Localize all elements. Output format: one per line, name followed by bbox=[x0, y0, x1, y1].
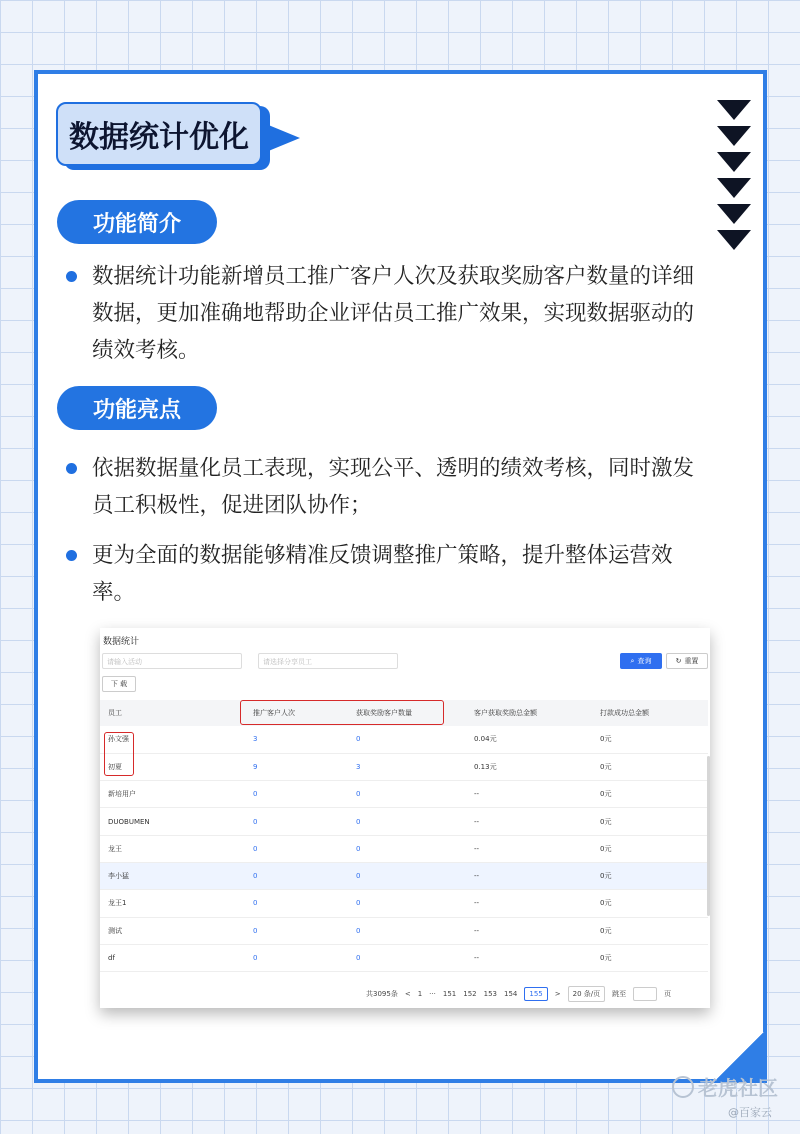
cell-promoted[interactable]: 0 bbox=[245, 944, 348, 971]
query-button[interactable] bbox=[620, 653, 662, 669]
page-151[interactable]: 151 bbox=[442, 990, 457, 998]
chevron-stack-decoration bbox=[714, 100, 754, 256]
cell-paid-amount: 0元 bbox=[592, 890, 708, 917]
highlight-bullet-1 bbox=[64, 450, 714, 524]
cell-reward-amount: -- bbox=[466, 835, 592, 862]
cell-employee: 新培用户 bbox=[100, 781, 245, 808]
table-row[interactable] bbox=[100, 890, 708, 917]
table-row[interactable] bbox=[100, 944, 708, 971]
jump-input[interactable] bbox=[633, 987, 657, 1001]
cell-rewarded[interactable]: 0 bbox=[348, 726, 466, 753]
page-first[interactable]: 1 bbox=[417, 990, 423, 998]
cell-employee: DUOBUMEN bbox=[100, 808, 245, 835]
col-reward-amount: 客户获取奖励总金额 bbox=[466, 700, 592, 726]
cell-reward-amount: 0.04元 bbox=[466, 726, 592, 753]
table-row[interactable] bbox=[100, 726, 708, 753]
intro-bullet bbox=[64, 258, 714, 369]
cell-employee: 李小猛 bbox=[100, 862, 245, 889]
col-employee: 员工 bbox=[100, 700, 245, 726]
table-scrollbar[interactable] bbox=[707, 756, 710, 916]
cell-rewarded[interactable]: 0 bbox=[348, 808, 466, 835]
cell-paid-amount: 0元 bbox=[592, 753, 708, 780]
cell-reward-amount: -- bbox=[466, 808, 592, 835]
page-153[interactable]: 153 bbox=[483, 990, 497, 998]
chevron-down-icon bbox=[717, 178, 751, 198]
watermark-text: 老虎社区 bbox=[698, 1076, 778, 1100]
statistics-screenshot bbox=[100, 628, 710, 1008]
cell-reward-amount: -- bbox=[466, 890, 592, 917]
cell-reward-amount: 0.13元 bbox=[466, 753, 592, 780]
cell-promoted[interactable]: 0 bbox=[245, 808, 348, 835]
cell-employee: df bbox=[100, 944, 245, 971]
col-promoted: 推广客户人次 bbox=[245, 700, 348, 726]
chevron-down-icon bbox=[717, 152, 751, 172]
query-label: 查询 bbox=[637, 657, 652, 665]
cell-paid-amount: 0元 bbox=[592, 781, 708, 808]
cell-paid-amount: 0元 bbox=[592, 835, 708, 862]
page-suffix: 页 bbox=[664, 990, 672, 998]
cell-employee: 初夏 bbox=[100, 753, 245, 780]
search-icon: ⌕ bbox=[630, 656, 635, 665]
page-152[interactable]: 152 bbox=[463, 990, 477, 998]
prev-page-button[interactable]: < bbox=[404, 990, 411, 998]
page-title: 数据统计优化 bbox=[56, 102, 262, 166]
cell-paid-amount: 0元 bbox=[592, 808, 708, 835]
table-row[interactable] bbox=[100, 781, 708, 808]
jump-label: 跳至 bbox=[612, 990, 627, 998]
next-page-button[interactable]: > bbox=[554, 990, 561, 998]
cell-reward-amount: -- bbox=[466, 862, 592, 889]
refresh-icon: ↻ bbox=[675, 657, 682, 665]
reset-label: 重置 bbox=[684, 657, 699, 665]
cell-employee: 孙文强 bbox=[100, 726, 245, 753]
download-button[interactable]: 下 载 bbox=[102, 676, 136, 692]
section-heading-highlights: 功能亮点 bbox=[57, 386, 217, 430]
chevron-down-icon bbox=[717, 100, 751, 120]
page-ellipsis[interactable]: ··· bbox=[429, 990, 436, 998]
cell-reward-amount: -- bbox=[466, 944, 592, 971]
bullet-dot-icon bbox=[66, 550, 77, 561]
cell-promoted[interactable]: 0 bbox=[245, 835, 348, 862]
cell-rewarded[interactable]: 0 bbox=[348, 862, 466, 889]
highlight-box-columns bbox=[240, 700, 444, 725]
chevron-down-icon bbox=[717, 204, 751, 224]
speech-tail-icon bbox=[266, 124, 300, 152]
cell-paid-amount: 0元 bbox=[592, 944, 708, 971]
chevron-down-icon bbox=[717, 230, 751, 250]
cell-reward-amount: -- bbox=[466, 917, 592, 944]
total-count: 共3095条 bbox=[366, 990, 398, 998]
screenshot-title: 数据统计 bbox=[103, 637, 140, 647]
cell-promoted[interactable]: 0 bbox=[245, 781, 348, 808]
cell-promoted[interactable]: 0 bbox=[245, 890, 348, 917]
cell-promoted[interactable]: 0 bbox=[245, 862, 348, 889]
cell-employee: 龙王 bbox=[100, 835, 245, 862]
section-heading-intro: 功能简介 bbox=[57, 200, 217, 244]
table-row[interactable] bbox=[100, 835, 708, 862]
table-row[interactable] bbox=[100, 753, 708, 780]
cell-paid-amount: 0元 bbox=[592, 917, 708, 944]
watermark bbox=[672, 1072, 778, 1101]
cell-reward-amount: -- bbox=[466, 781, 592, 808]
cell-rewarded[interactable]: 0 bbox=[348, 890, 466, 917]
highlight-text-2: 更为全面的数据能够精准反馈调整推广策略，提升整体运营效率。 bbox=[92, 543, 673, 605]
intro-text: 数据统计功能新增员工推广客户人次及获取奖励客户数量的详细数据，更加准确地帮助企业评估员工推广效果，实现数据驱动的绩效考核。 bbox=[92, 264, 695, 363]
watermark-handle: @百家云 bbox=[728, 1106, 772, 1119]
cell-rewarded[interactable]: 3 bbox=[348, 753, 466, 780]
cell-rewarded[interactable]: 0 bbox=[348, 917, 466, 944]
cell-employee: 龙王1 bbox=[100, 890, 245, 917]
cell-rewarded[interactable]: 0 bbox=[348, 944, 466, 971]
col-rewarded: 获取奖励客户数量 bbox=[348, 700, 466, 726]
employee-select[interactable]: 请选择分享员工 bbox=[258, 653, 398, 669]
highlight-text-1: 依据数据量化员工表现，实现公平、透明的绩效考核，同时激发员工积极性，促进团队协作； bbox=[92, 456, 695, 518]
reset-button[interactable] bbox=[666, 653, 708, 669]
col-paid-amount: 打款成功总金额 bbox=[592, 700, 708, 726]
highlight-bullet-2 bbox=[64, 537, 714, 611]
cell-rewarded[interactable]: 0 bbox=[348, 781, 466, 808]
cell-paid-amount: 0元 bbox=[592, 726, 708, 753]
page-size-select[interactable]: 20 条/页 bbox=[568, 986, 606, 1002]
cell-promoted[interactable]: 9 bbox=[245, 753, 348, 780]
table-row[interactable] bbox=[100, 862, 708, 889]
cell-employee: 测试 bbox=[100, 917, 245, 944]
bullet-dot-icon bbox=[66, 271, 77, 282]
cell-rewarded[interactable]: 0 bbox=[348, 835, 466, 862]
cell-paid-amount: 0元 bbox=[592, 862, 708, 889]
cell-promoted[interactable]: 3 bbox=[245, 726, 348, 753]
table-row[interactable] bbox=[100, 917, 708, 944]
activity-input[interactable]: 请输入活动 bbox=[102, 653, 242, 669]
chevron-down-icon bbox=[717, 126, 751, 146]
cell-promoted[interactable]: 0 bbox=[245, 917, 348, 944]
pagination bbox=[366, 986, 671, 1002]
page-current[interactable]: 155 bbox=[524, 987, 547, 1001]
table-row[interactable] bbox=[100, 808, 708, 835]
page-154[interactable]: 154 bbox=[503, 990, 518, 998]
statistics-table bbox=[100, 700, 708, 972]
highlight-box-names bbox=[104, 732, 134, 776]
community-logo-icon bbox=[672, 1076, 694, 1098]
bullet-dot-icon bbox=[66, 463, 77, 474]
